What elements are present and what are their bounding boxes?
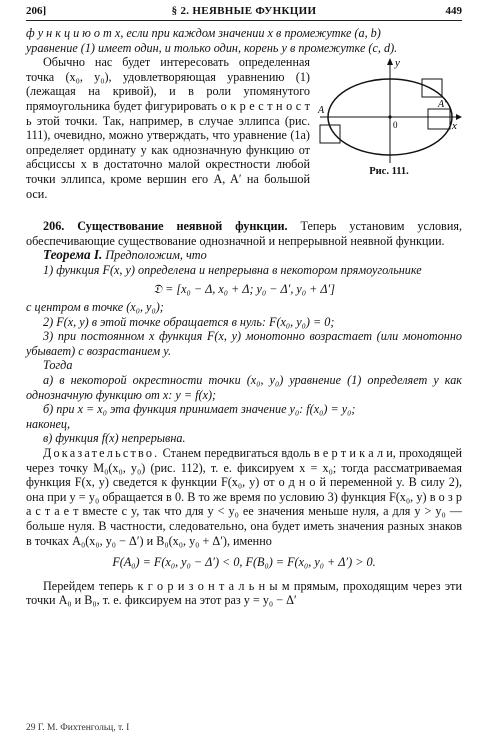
section-206	[26, 219, 462, 248]
origin-point	[388, 116, 391, 119]
theorem-result-a: а) в некоторой окрестности точки (x₀, y₀) уравнение (1) определяет y как однозначную функцию от x: y = f(x);	[26, 373, 462, 402]
neighborhood-rect-right	[428, 109, 450, 129]
theorem-result-c: в) функция f(x) непрерывна.	[43, 431, 186, 446]
theorem-condition-2: 2) F(x, y) в этой точке обращается в нуль: F(x₀, y₀) = 0;	[43, 314, 335, 329]
proof-next-paragraph: Перейдем теперь к г о р и з о н т а л ь н ы м прямым, проходящим через эти точки A₀ и B₀, т. е. фиксируем на этот раз y = y₀ − Δ′	[26, 578, 462, 608]
theorem-heading	[26, 248, 462, 263]
theorem-title: Теорема I.	[43, 247, 103, 263]
theorem-condition-1-center: с центром в точке (x₀, y₀);	[26, 300, 164, 315]
label-A: A	[318, 105, 325, 117]
header-page-ref: 206]	[26, 5, 47, 17]
theorem-condition-3: 3) при постоянном x функция F(x, y) монотонно возрастает (или монотонно убывает) с возрастанием y.	[26, 329, 462, 358]
theorem-intro: Предположим, что	[102, 248, 207, 263]
label-y: y	[395, 57, 400, 70]
label-x: x	[452, 120, 457, 133]
paragraph-ellipse: Обычно нас будет интересовать определенная точка (x₀, y₀), удовлетворяющая уравнению (1) (лежащая на кривой), и в роли упомянутого прямоугольника будет фигурировать о к р е с т н о с т ь этой точки. Так, например, в случае эллипса (рис. 111), очевидно, можно утверждать, что уравнение (1а) определяет ординату y как однозначную функцию от абсциссы x в достаточно малой окрестности любой точки эллипса, кроме вершин его A, A′ на большой оси.	[26, 55, 310, 201]
proof-paragraph	[26, 446, 462, 548]
footer-signature: 29 Г. М. Фихтенгольц, т. I	[26, 723, 130, 733]
theorem-then: Тогда	[43, 358, 73, 373]
proof-label: Доказательство.	[43, 446, 160, 461]
x-axis-arrow	[456, 114, 462, 120]
label-origin: 0	[393, 120, 398, 131]
theorem-result-b: б) при x = x₀ эта функция принимает значение y₀: f(x₀) = y₀;	[43, 402, 356, 417]
running-header	[26, 5, 462, 21]
ellipse-figure	[316, 57, 462, 165]
figure-111	[316, 57, 462, 181]
section-text: Теперь установим условия, обеспечивающие существование однозначной и непрерывной неявной функции.	[26, 219, 462, 248]
label-A-prime: A′	[438, 99, 447, 111]
page-body	[26, 26, 462, 608]
proof-text: Станем передвигаться вдоль в е р т и к а л и, проходящей через точку M₀(x₀, y₀) (рис. 112), т. е. фиксируем x = x₀; тогда рассматриваемая функция F(x, y) сведется к функции F(x₀, y) от о д н о й переменной y. В силу 2), она при y = y₀ обращается в 0. В то же время по условию 3) функция F(x₀, y) в о з р а с т а е т вместе с y, так что для y < y₀ ее значения меньше нуля, а для y > y₀ — больше нуля. В частности, следовательно, она будет иметь значения разных знаков в точках A₀(x₀, y₀ − Δ′) и B₀(x₀, y₀ + Δ′), именно	[26, 446, 462, 548]
header-rule	[26, 20, 462, 21]
header-section-title: § 2. НЕЯВНЫЕ ФУНКЦИИ	[171, 5, 317, 17]
y-axis-arrow	[387, 58, 393, 65]
sign-formula: F(A₀) = F(x₀, y₀ − Δ′) < 0, F(B₀) = F(x₀, y₀ + Δ′) > 0.	[112, 555, 376, 570]
header-page-number: 449	[445, 5, 462, 17]
theorem-condition-1: 1) функция F(x, y) определена и непрерывна в некотором прямоугольнике	[43, 262, 422, 277]
para-continued-line1: ф у н к ц и ю о т x, если при каждом значении x в промежутке (a, b)	[26, 26, 381, 40]
theorem-finally: наконец,	[26, 416, 71, 431]
rectangle-formula: 𝔇 = [x₀ − Δ, x₀ + Δ; y₀ − Δ′, y₀ + Δ′]	[153, 281, 335, 296]
section-title: 206. Существование неявной функции.	[43, 219, 288, 234]
para-continued-line2: уравнение (1) имеет один, и только один, корень y в промежутке (c, d).	[26, 40, 398, 55]
figure-caption: Рис. 111.	[369, 166, 409, 178]
